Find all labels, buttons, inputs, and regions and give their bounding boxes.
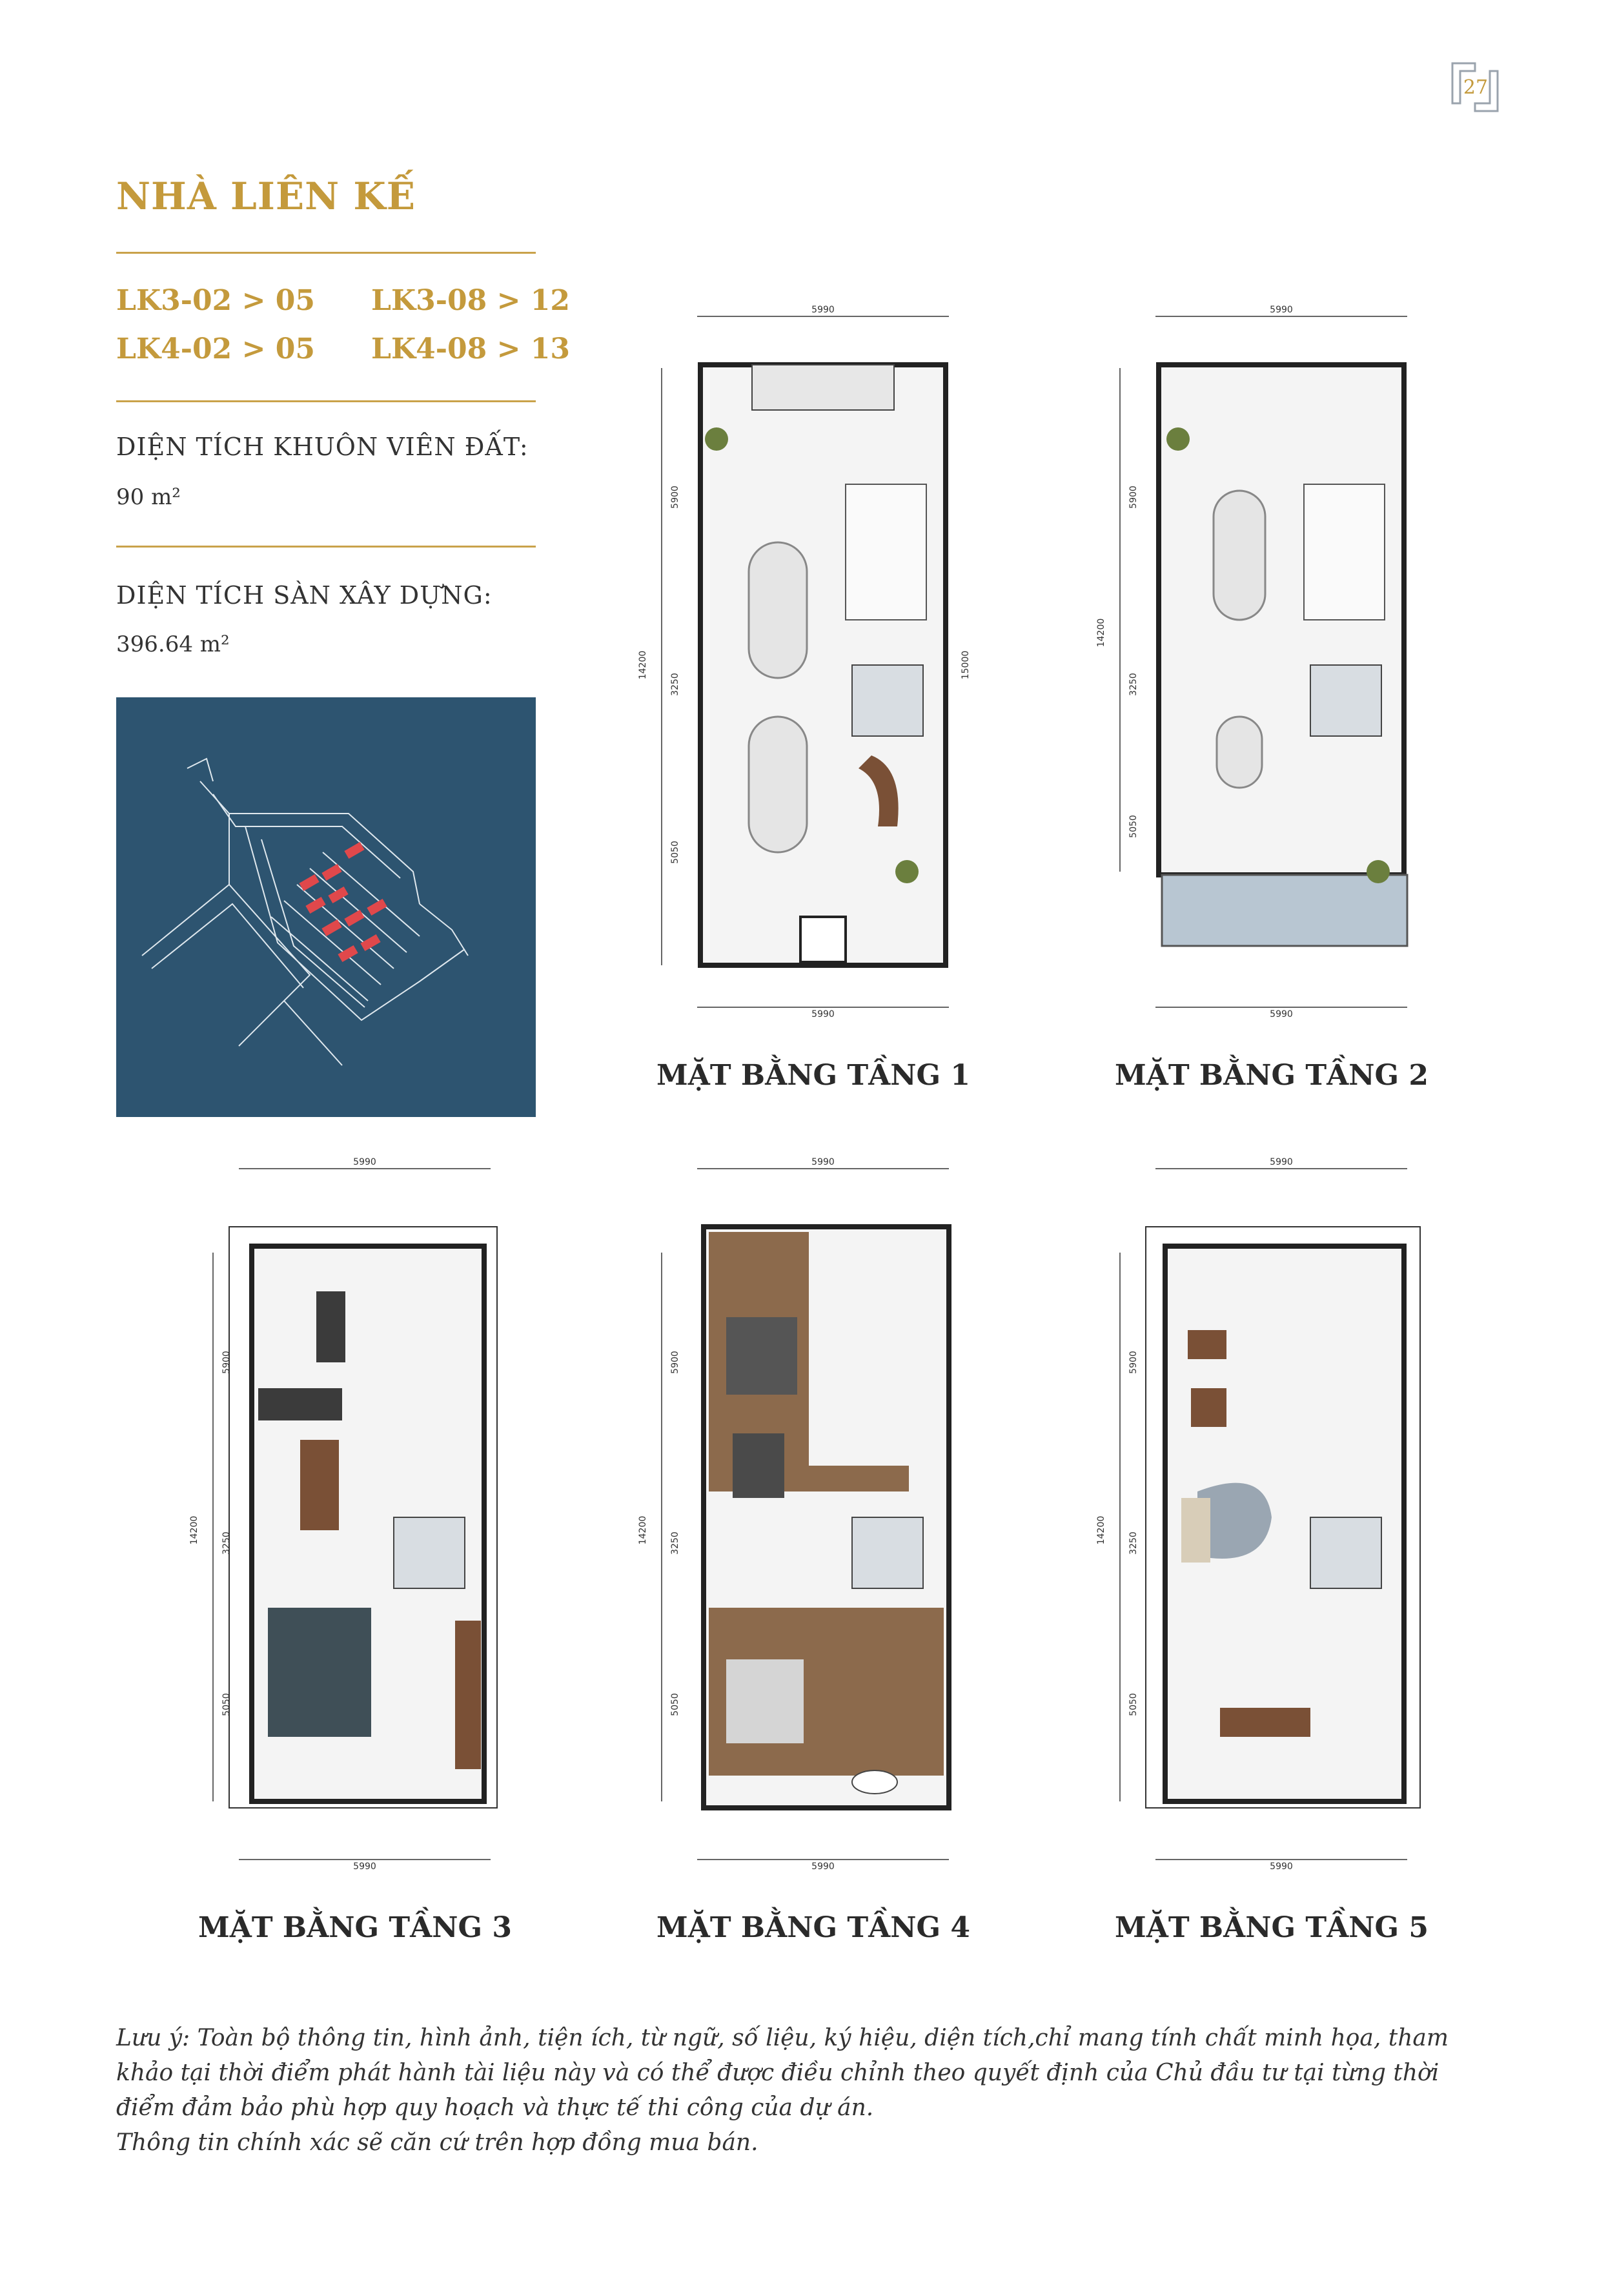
dim-width: 5990 — [1270, 1861, 1293, 1872]
plan-caption-4: MẶT BẰNG TẦNG 4 — [656, 1911, 970, 1944]
dim-width: 5990 — [811, 1861, 835, 1872]
plan-caption-1: MẶT BẰNG TẦNG 1 — [656, 1059, 970, 1092]
site-map — [116, 697, 536, 1117]
floor-area-value: 396.64 m² — [116, 631, 230, 657]
dim-width: 5990 — [1270, 1157, 1293, 1167]
unit-code: LK3-08 > 12 — [371, 284, 571, 317]
floor-plan-2 — [1059, 303, 1459, 1027]
dim-rear: 5050 — [1128, 1693, 1139, 1716]
dim-rear: 5050 — [1128, 815, 1139, 838]
dim-front: 5900 — [1128, 1351, 1139, 1374]
page-title: NHÀ LIÊN KẾ — [116, 174, 416, 218]
dim-side: 15000 — [961, 650, 971, 680]
dim-width: 5990 — [811, 305, 835, 315]
page-number: 27 — [1463, 76, 1489, 99]
divider — [116, 252, 536, 254]
dim-width: 5990 — [811, 1009, 835, 1020]
plan-caption-5: MẶT BẰNG TẦNG 5 — [1115, 1911, 1429, 1944]
note-line-1: Lưu ý: Toàn bộ thông tin, hình ảnh, tiện ích, từ ngữ, số liệu, ký hiệu, diện tích,chỉ mang tính chất minh họa, tham khảo tại thời điểm phát hành tài liệu này và có thể được điều chỉnh theo quyết định của Chủ đầu tư tại từng thời điểm đảm bảo phù hợp quy hoạch và thực tế thi công của dự án. — [116, 2025, 1449, 2121]
dim-width: 5990 — [811, 1157, 835, 1167]
dim-total: 14200 — [638, 650, 648, 680]
dim-rear: 5050 — [221, 1693, 232, 1716]
dim-total: 14200 — [638, 1515, 648, 1545]
dim-total: 14200 — [1096, 618, 1106, 648]
note-line-2: Thông tin chính xác sẽ căn cứ trên hợp đồng mua bán. — [116, 2129, 758, 2156]
floor-plan-3 — [142, 1156, 542, 1879]
dim-front: 5900 — [670, 486, 680, 509]
dim-rear: 5050 — [670, 1693, 680, 1716]
floor-plan-4 — [600, 1156, 1001, 1879]
dim-mid: 3250 — [221, 1532, 232, 1555]
divider — [116, 400, 536, 402]
plan-caption-2: MẶT BẰNG TẦNG 2 — [1115, 1059, 1429, 1092]
dim-front: 5900 — [221, 1351, 232, 1374]
dim-width: 5990 — [353, 1157, 376, 1167]
dim-width: 5990 — [1270, 305, 1293, 315]
floor-plan-5 — [1059, 1156, 1459, 1879]
site-map-drawing — [116, 697, 536, 1117]
dim-mid: 3250 — [1128, 673, 1139, 696]
dim-total: 14200 — [189, 1515, 199, 1545]
land-area-label: DIỆN TÍCH KHUÔN VIÊN ĐẤT: — [116, 433, 529, 461]
floor-plan-1 — [600, 303, 1001, 1027]
dim-rear: 5050 — [670, 841, 680, 864]
floor-area-label: DIỆN TÍCH SÀN XÂY DỰNG: — [116, 581, 493, 610]
dim-mid: 3250 — [670, 1532, 680, 1555]
dim-total: 14200 — [1096, 1515, 1106, 1545]
dim-mid: 3250 — [670, 673, 680, 696]
dim-front: 5900 — [1128, 486, 1139, 509]
divider — [116, 546, 536, 548]
unit-code: LK4-02 > 05 — [116, 333, 316, 365]
dim-width: 5990 — [1270, 1009, 1293, 1020]
unit-code: LK4-08 > 13 — [371, 333, 571, 365]
dim-front: 5900 — [670, 1351, 680, 1374]
land-area-value: 90 m² — [116, 484, 181, 510]
disclaimer-note — [116, 2021, 1504, 2160]
dim-width: 5990 — [353, 1861, 376, 1872]
unit-code: LK3-02 > 05 — [116, 284, 316, 317]
dim-mid: 3250 — [1128, 1532, 1139, 1555]
plan-caption-3: MẶT BẰNG TẦNG 3 — [198, 1911, 512, 1944]
